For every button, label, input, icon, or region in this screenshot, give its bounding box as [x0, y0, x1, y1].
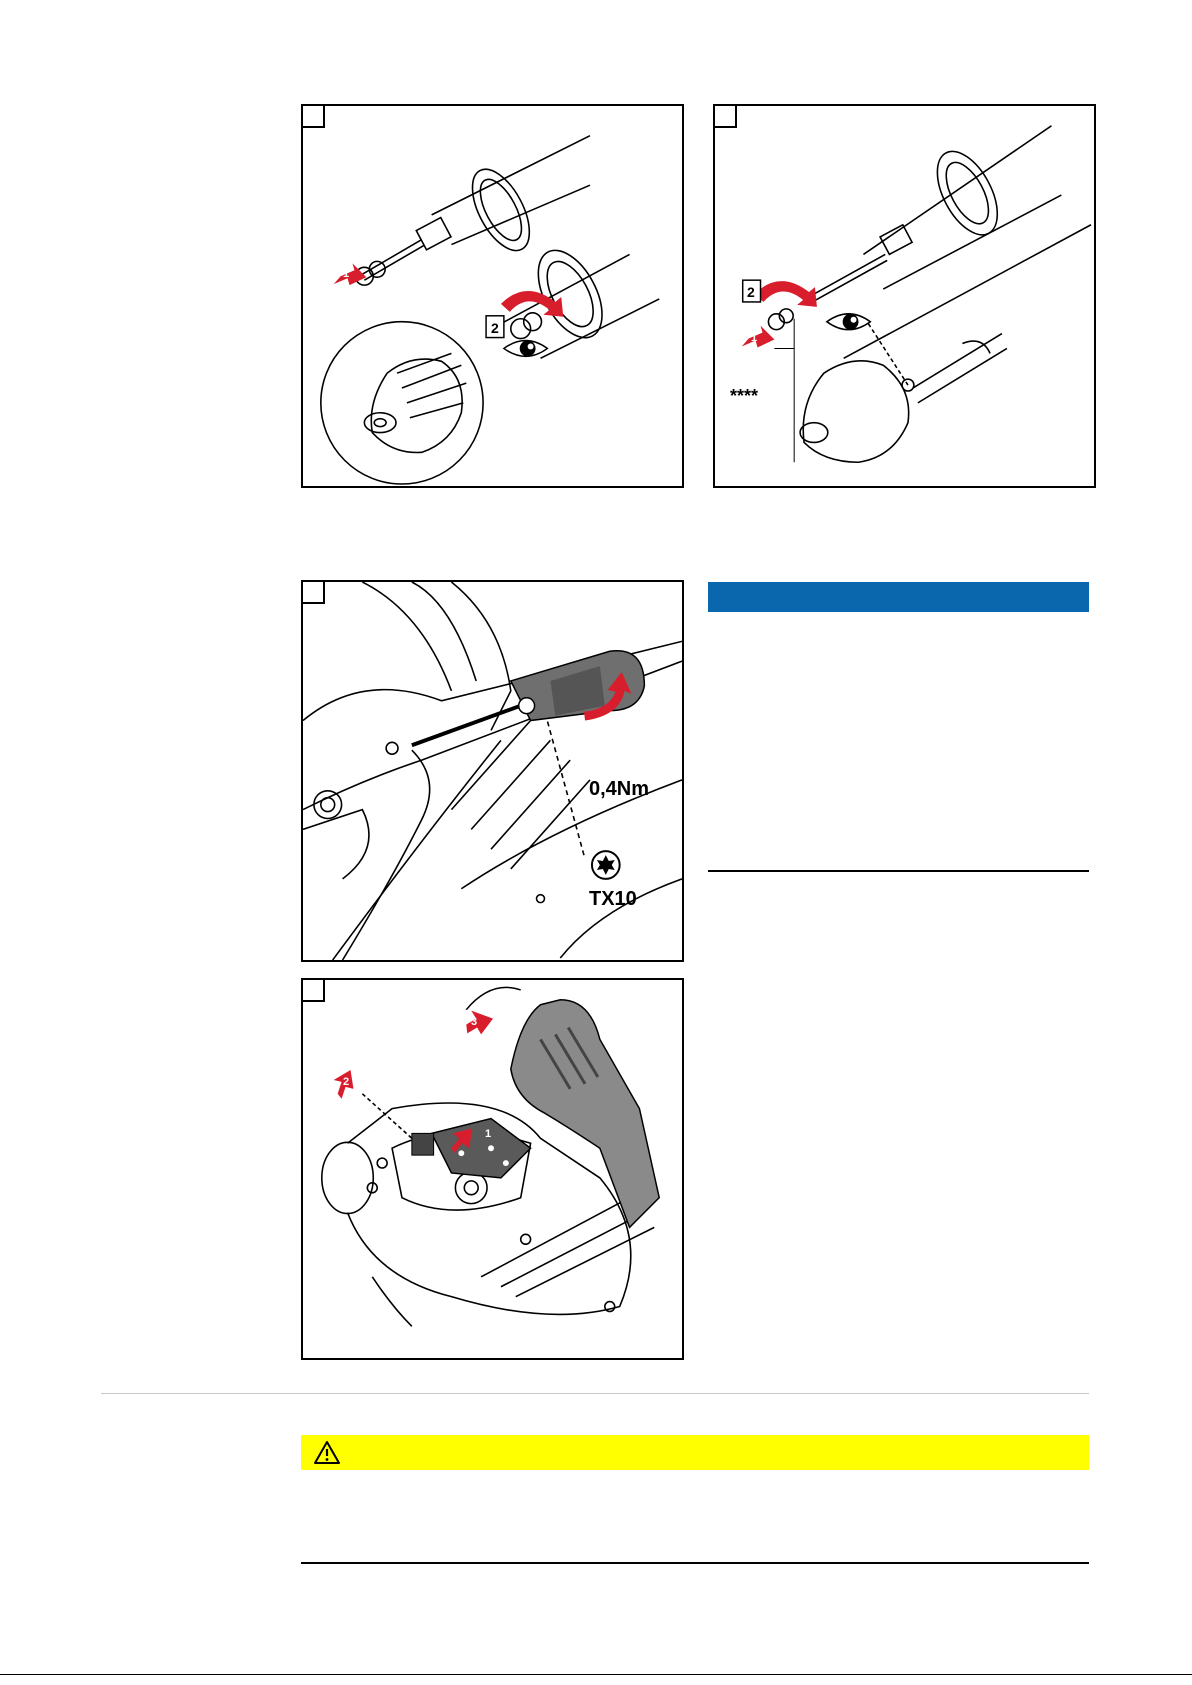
- callout-1: 1: [751, 332, 758, 344]
- figure-step-c: [301, 580, 684, 962]
- callout-1: 1: [647, 742, 654, 754]
- figure-step-b: [713, 104, 1096, 488]
- torx-icon: [592, 851, 620, 879]
- step-number-box: [303, 582, 325, 604]
- page-footer-rule: [0, 1674, 1192, 1675]
- cover-removal-illustration: [303, 980, 682, 1358]
- section-divider: [101, 1393, 1089, 1394]
- tool-size: TX10: [589, 888, 637, 910]
- step-number-box: [303, 980, 325, 1002]
- marker-label: ****: [730, 386, 759, 406]
- callout-3: 3: [471, 1016, 478, 1028]
- callout-2: 2: [343, 1076, 350, 1088]
- warning-closing-rule: [301, 1562, 1089, 1564]
- note-header-bar: [708, 582, 1089, 612]
- warning-header-bar: [301, 1435, 1089, 1470]
- nozzle-check-illustration: [715, 106, 1094, 486]
- step-number-box: [303, 106, 325, 128]
- torque-value: 0,4Nm: [589, 778, 650, 800]
- callout-1: 1: [343, 268, 350, 280]
- step-number-box: [715, 106, 737, 128]
- figure-step-a: [301, 104, 684, 488]
- nozzle-insert-illustration: [303, 106, 682, 486]
- callout-2: 2: [747, 284, 755, 300]
- figure-step-d: [301, 978, 684, 1360]
- note-closing-rule: [708, 870, 1089, 872]
- warning-triangle-icon: [313, 1440, 341, 1465]
- callout-2: 2: [491, 320, 499, 336]
- callout-1: 1: [485, 1128, 492, 1140]
